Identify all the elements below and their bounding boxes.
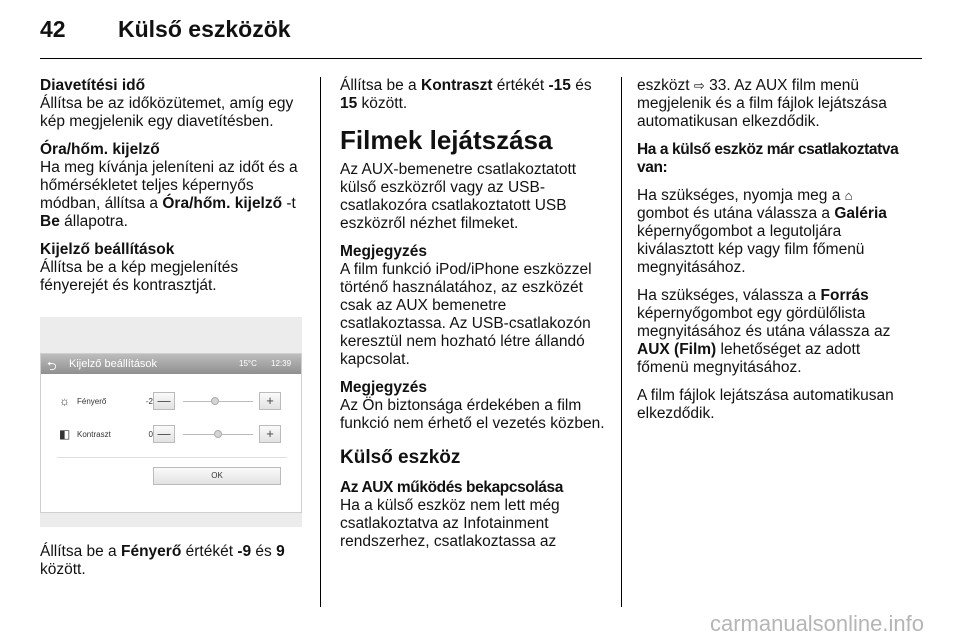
- contrast-label: Kontraszt: [77, 430, 111, 439]
- separator: [57, 457, 287, 458]
- section-heading: Ha a külső eszköz már csatlakoztatva van:: [637, 141, 899, 176]
- text: és: [251, 543, 277, 560]
- section-slideshow: [40, 77, 308, 131]
- contrast-row: [41, 425, 301, 445]
- connected-section: [637, 141, 905, 177]
- column-2: [340, 77, 606, 561]
- page-title: Külső eszközök: [118, 16, 291, 42]
- page-number: 42: [40, 16, 66, 42]
- text: -t: [282, 195, 296, 212]
- column-divider-2: [621, 77, 622, 607]
- contrast-minus-button[interactable]: —: [153, 425, 175, 443]
- settings-screen: [40, 353, 302, 513]
- paragraph: A film fájlok lejátszása automatikusan elkezdődik.: [637, 387, 894, 422]
- aux-continued-text: [637, 77, 905, 131]
- section-text: Állítsa be az időközütemet, amíg egy kép megjelenik egy diavetítésben.: [40, 95, 294, 130]
- bold-text: -9: [237, 543, 252, 560]
- text: értékét: [181, 543, 238, 560]
- section-heading: Az AUX működés bekapcsolása: [340, 479, 563, 496]
- bold-text: AUX (Film): [637, 341, 717, 358]
- note-text: A film funkció iPod/iPhone eszközzel történő használatához, az eszközét csak az AUX bemenetre csatlakoztassa. Az USB-csatlakozón keresztül nem hozható létre állandó kapcsolat.: [340, 261, 592, 368]
- contrast-icon: ◧: [59, 427, 71, 441]
- header-rule: [40, 58, 922, 59]
- ok-button[interactable]: OK: [153, 467, 281, 485]
- paragraph: [637, 187, 905, 277]
- page-reference[interactable]: 33: [709, 77, 727, 94]
- bold-text: -15: [548, 77, 571, 94]
- note-2: [340, 379, 606, 433]
- text: gombot és utána válassza a: [637, 205, 835, 222]
- text: között.: [40, 561, 86, 578]
- note-text: Az Ön biztonsága érdekében a film funkció nem érhető el vezetés közben.: [340, 397, 605, 432]
- display-settings-figure: [40, 317, 302, 527]
- text: lehetőséget az adott főmenü megnyitásához.: [637, 341, 861, 376]
- bold-text: 9: [276, 543, 285, 560]
- brightness-plus-button[interactable]: +: [259, 392, 281, 410]
- column-1-after-figure: [40, 543, 308, 589]
- section-clock-temp: [40, 141, 308, 231]
- text: Ha meg kívánja jeleníteni az időt és a hőmérsékletet teljes képernyős módban, állítsa a: [40, 159, 298, 212]
- text: képernyőgombot a legutoljára kiválasztott kép vagy film főmenü megnyitásához.: [637, 223, 865, 276]
- text: Ha szükséges, válassza a: [637, 287, 821, 304]
- bold-text: Forrás: [820, 287, 869, 304]
- text: eszközt: [637, 77, 694, 94]
- bold-text: Be: [40, 213, 60, 230]
- bold-text: Galéria: [834, 205, 887, 222]
- paragraph: [637, 287, 905, 377]
- section-heading: Diavetítési idő: [40, 77, 146, 94]
- watermark: carmanualsonline.info: [709, 611, 924, 636]
- bold-text: Kontraszt: [421, 77, 493, 94]
- bold-text: Óra/hőm. kijelző: [162, 195, 283, 212]
- section-text: Ha a külső eszköz nem lett még csatlakoztatva az Infotainment rendszerhez, csatlakoztassa az: [340, 497, 560, 550]
- text: között.: [357, 95, 408, 112]
- note-heading: Megjegyzés: [340, 379, 428, 396]
- column-3: [637, 77, 905, 433]
- brightness-row: [41, 392, 301, 412]
- bold-text: 15: [340, 95, 358, 112]
- section-heading: Külső eszköz: [340, 447, 461, 468]
- sun-icon: ☼: [59, 394, 70, 408]
- text: Állítsa be a: [340, 77, 421, 94]
- screen-title: Kijelző beállítások: [69, 358, 158, 370]
- section-display-settings: [40, 241, 308, 295]
- section-heading: Óra/hőm. kijelző: [40, 141, 160, 158]
- home-icon: ⌂: [844, 188, 853, 203]
- column-1: [40, 77, 308, 305]
- brightness-minus-button[interactable]: —: [153, 392, 175, 410]
- text: Ha szükséges, nyomja meg a: [637, 187, 845, 204]
- contrast-range-text: [340, 77, 606, 113]
- note-1: [340, 243, 606, 369]
- contrast-slider-thumb[interactable]: [214, 430, 222, 438]
- bold-text: Fényerő: [121, 543, 182, 560]
- contrast-plus-button[interactable]: +: [259, 425, 281, 443]
- clock-readout: 12:39: [271, 359, 292, 368]
- section-heading: Kijelző beállítások: [40, 241, 175, 258]
- brightness-value: -2: [145, 397, 153, 406]
- text: képernyőgombot egy gördülőlista megnyitásához és utána válassza az: [637, 305, 891, 340]
- text: értékét: [492, 77, 549, 94]
- brightness-slider-thumb[interactable]: [211, 397, 219, 405]
- section-heading: Filmek lejátszása: [340, 125, 553, 155]
- note-heading: Megjegyzés: [340, 243, 428, 260]
- section-text: Állítsa be a kép megjelenítés fényerejét és kontrasztját.: [40, 259, 239, 294]
- contrast-value: 0: [148, 430, 153, 439]
- brightness-range-text: [40, 543, 308, 579]
- screen-header: [41, 354, 301, 374]
- back-arrow-icon[interactable]: ⮌: [47, 359, 57, 373]
- text: állapotra.: [59, 213, 128, 230]
- movies-text: Az AUX-bemenetre csatlakoztatott külső eszközről vagy az USB-csatlakozóra csatlakoztatott USB eszközről nézhet filmeket.: [340, 161, 577, 232]
- text: Állítsa be a: [40, 543, 121, 560]
- temperature-readout: 15°C: [239, 359, 257, 368]
- brightness-label: Fényerő: [77, 397, 107, 406]
- text: . Az AUX film menü megjelenik és a film fájlok lejátszása automatikusan elkezdődik.: [637, 77, 887, 130]
- aux-section: [340, 479, 606, 551]
- reference-arrow-icon: ⇨: [693, 78, 705, 93]
- text: és: [570, 77, 592, 94]
- column-divider-1: [320, 77, 321, 607]
